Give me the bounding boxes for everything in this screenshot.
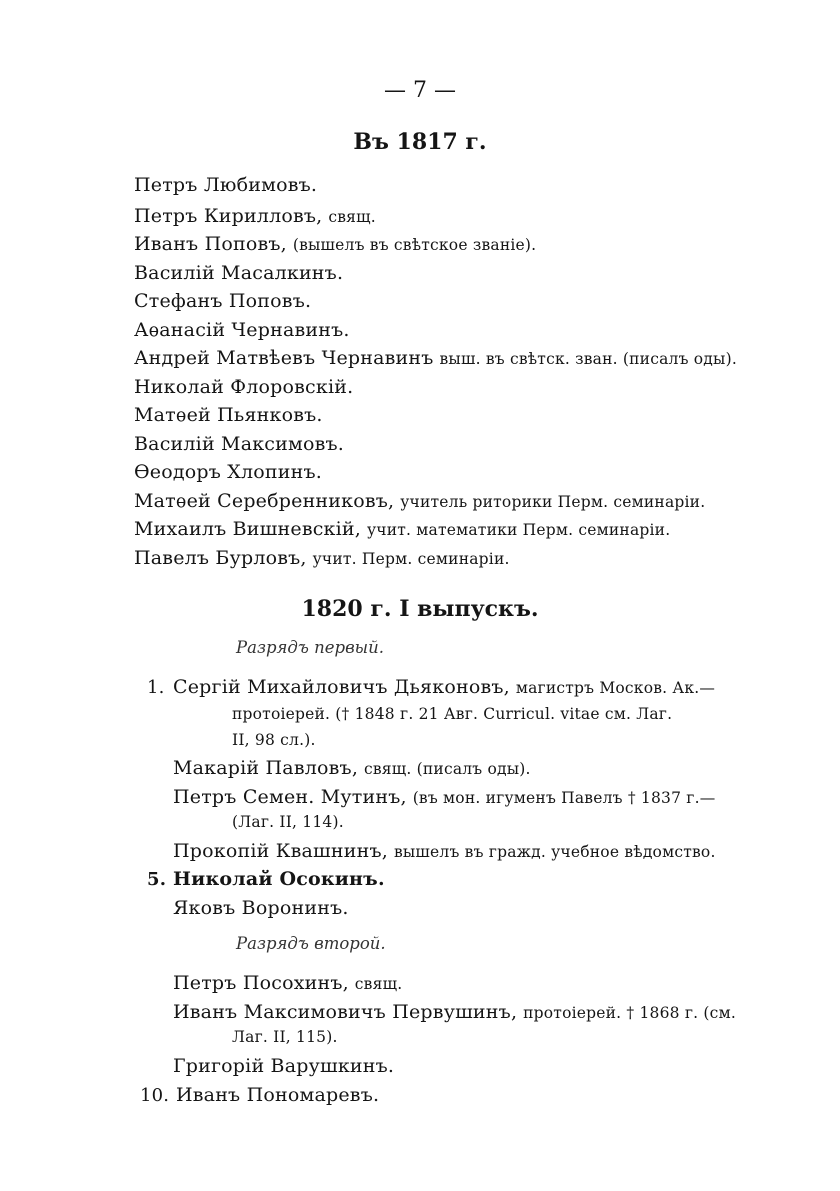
list-item: [147, 676, 715, 698]
entry-name: Петръ Кирилловъ,: [134, 205, 323, 227]
entry-note: свящ. (писалъ оды).: [363, 760, 531, 778]
list-item: [134, 404, 323, 426]
entry-note: вышелъ въ гражд. учебное вѣдомство.: [393, 843, 716, 861]
entry-name: Петръ Любимовъ.: [134, 174, 318, 196]
entry-continuation: Лаг. II, 115).: [232, 1028, 338, 1046]
entry-number: 10.: [140, 1085, 170, 1106]
entry-note: свящ.: [328, 208, 376, 226]
entry-name: Стефанъ Поповъ.: [134, 290, 312, 312]
list-item: [134, 461, 322, 483]
list-item: [134, 347, 737, 369]
list-item: [134, 290, 311, 312]
list-item: [173, 972, 402, 994]
entry-note: (вышелъ въ свѣтское званіе).: [292, 236, 537, 254]
entry-name: Михаилъ Вишневскій,: [134, 518, 362, 540]
entry-continuation: II, 98 сл.).: [232, 731, 316, 749]
entry-name: Яковъ Воронинъ.: [173, 897, 349, 919]
list-item: [173, 840, 716, 862]
entry-note: учит. Перм. семинаріи.: [312, 550, 510, 568]
section-heading-1817: Въ 1817 г.: [353, 129, 487, 155]
entry-note: магистръ Москов. Ак.—: [515, 679, 716, 697]
list-item: [134, 490, 705, 512]
entry-name: Василій Максимовъ.: [134, 433, 345, 455]
list-item: [173, 757, 531, 779]
entry-name: Иванъ Поповъ,: [134, 233, 287, 255]
entry-name: Аѳанасій Чернавинъ.: [134, 319, 350, 341]
entry-name: Павелъ Бурловъ,: [134, 547, 307, 569]
list-item: [140, 1084, 379, 1106]
entry-name: Сергій Михайловичъ Дьяконовъ,: [173, 676, 510, 698]
list-item: [173, 786, 715, 808]
entry-name: Макарій Павловъ,: [173, 757, 359, 779]
list-item: [173, 1055, 394, 1077]
entry-name: Григорій Варушкинъ.: [173, 1055, 395, 1077]
entry-number: 5.: [147, 869, 167, 890]
list-item: [134, 518, 670, 540]
list-item: [173, 1001, 736, 1023]
entry-note: протоіерей. † 1868 г. (см.: [523, 1004, 736, 1022]
page-number: — 7 —: [384, 78, 456, 103]
category-heading-second: Разрядъ второй.: [236, 934, 386, 953]
entry-name: Прокопій Квашнинъ,: [173, 840, 389, 862]
entry-name: Николай Осокинъ.: [173, 868, 385, 890]
entry-name: Андрей Матвѣевъ Чернавинъ: [134, 347, 434, 369]
entry-name: Ѳеодоръ Хлопинъ.: [134, 461, 323, 483]
list-item: [134, 262, 343, 284]
entry-name: Иванъ Максимовичъ Первушинъ,: [173, 1001, 518, 1023]
entry-continuation: (Лаг. II, 114).: [232, 813, 344, 831]
list-item: [134, 547, 510, 569]
category-heading-first: Разрядъ первый.: [236, 638, 384, 657]
list-item: [134, 233, 536, 255]
list-item: [173, 897, 349, 919]
entry-name: Петръ Посохинъ,: [173, 972, 349, 994]
list-item: [134, 174, 317, 196]
entry-name: Петръ Семен. Мутинъ,: [173, 786, 407, 808]
entry-note: (въ мон. игуменъ Павелъ † 1837 г.—: [412, 789, 716, 807]
entry-continuation: протоіерей. († 1848 г. 21 Авг. Curricul. vitae см. Лаг.: [232, 705, 673, 723]
entry-note: свящ.: [354, 975, 403, 993]
entry-name: Николай Флоровскій.: [134, 376, 354, 398]
entry-name: Василій Масалкинъ.: [134, 262, 344, 284]
section-heading-1820: 1820 г. I выпускъ.: [301, 596, 539, 622]
list-item: [134, 433, 344, 455]
entry-name: Иванъ Пономаревъ.: [176, 1084, 380, 1106]
entry-note: выш. въ свѣтск. зван. (писалъ оды).: [439, 350, 737, 368]
list-item: [134, 376, 353, 398]
entry-number: 1.: [147, 677, 165, 698]
entry-name: Матѳей Серебренниковъ,: [134, 490, 395, 512]
list-item: [134, 205, 376, 227]
list-item: [134, 319, 350, 341]
list-item: [147, 868, 385, 890]
entry-note: учитель риторики Перм. семинаріи.: [400, 493, 706, 511]
entry-note: учит. математики Перм. семинаріи.: [366, 521, 671, 539]
entry-name: Матѳей Пьянковъ.: [134, 404, 323, 426]
